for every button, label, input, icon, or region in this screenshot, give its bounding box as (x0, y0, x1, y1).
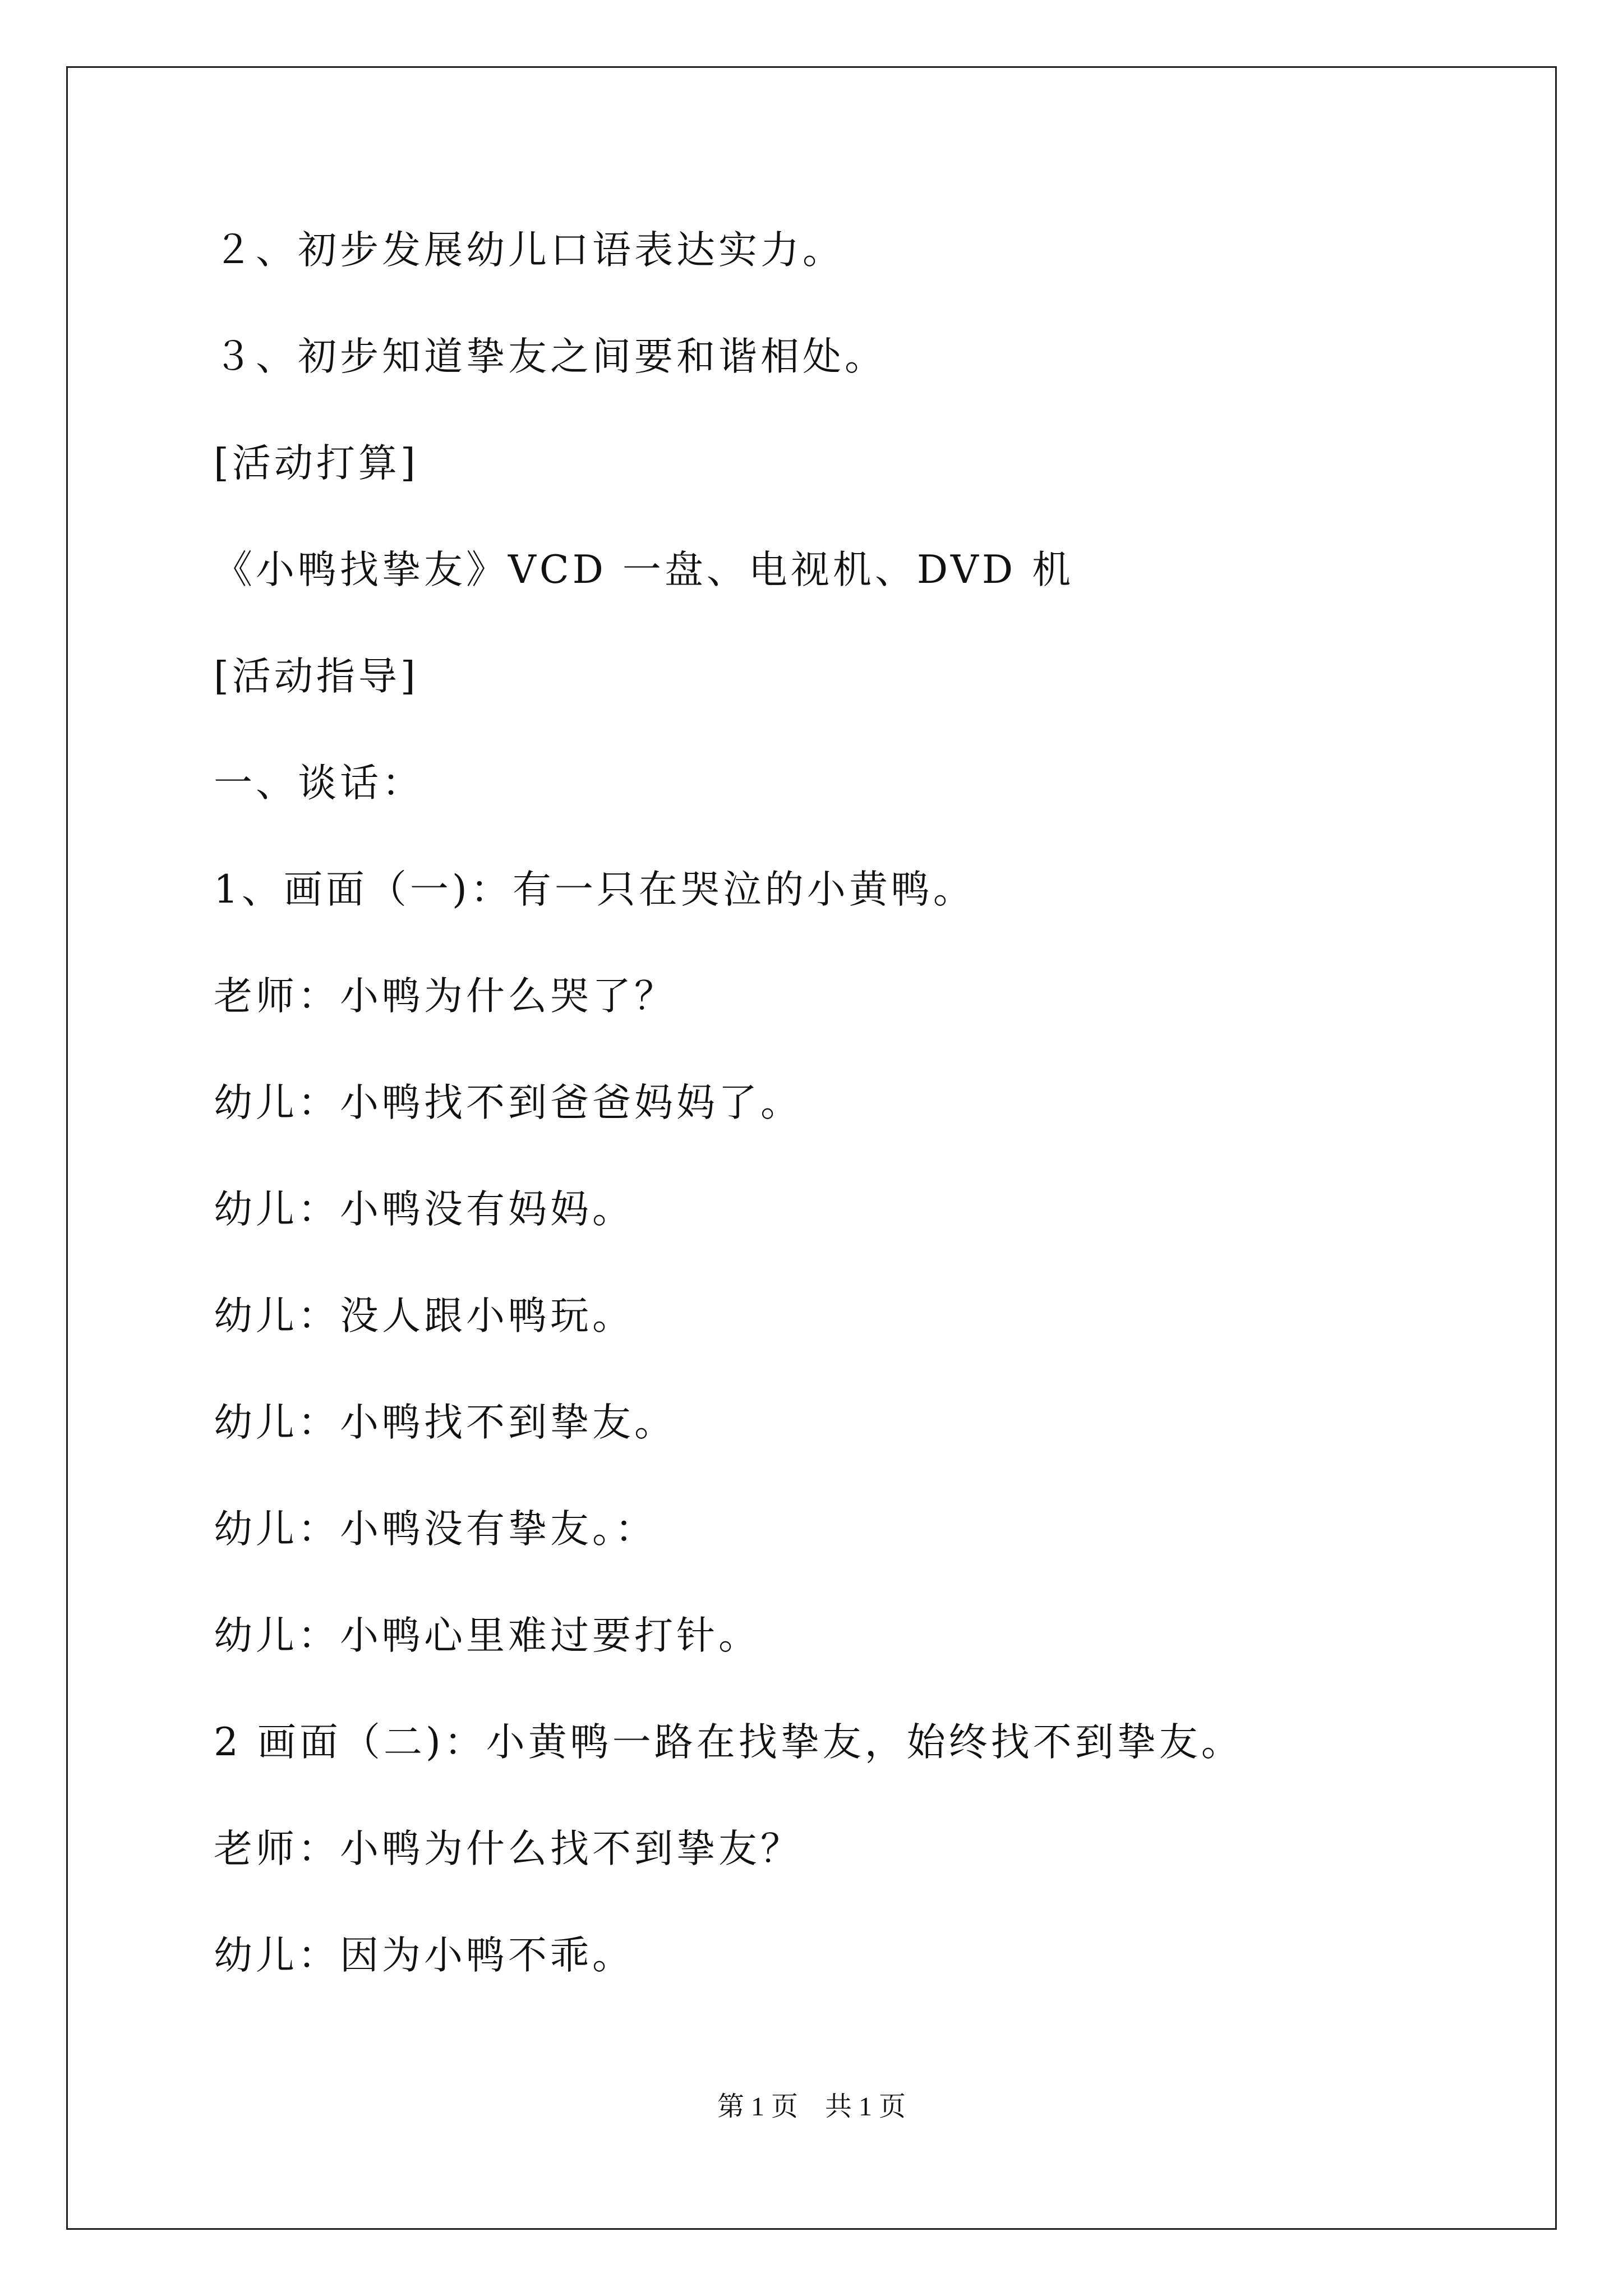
text-line-teacher-question-1: 老师：小鸭为什么哭了？ (214, 974, 676, 1019)
text-line-teacher-question-2: 老师：小鸭为什么找不到挚友？ (214, 1826, 803, 1871)
text-line-child-answer-4: 幼儿：小鸭找不到挚友。 (214, 1400, 676, 1445)
text-line-objective-2: ２、初步发展幼儿口语表达实力。 (214, 228, 845, 273)
text-line-child-answer-6: 幼儿：小鸭心里难过要打针。 (214, 1613, 760, 1658)
text-line-child-answer-7: 幼儿：因为小鸭不乖。 (214, 1933, 634, 1978)
page-footer: 第 1 页 共 1 页 (717, 2092, 906, 2122)
text-line-objective-3: ３、初步知道挚友之间要和谐相处。 (214, 334, 887, 379)
text-line-materials: 《小鸭找挚友》VCD 一盘、电视机、DVD 机 (214, 547, 1075, 592)
section-heading-preparation: [活动打算] (214, 441, 419, 486)
text-line-part-one: 一、谈话： (214, 761, 424, 806)
text-line-child-answer-5: 幼儿：小鸭没有挚友。： (214, 1507, 657, 1552)
section-heading-guidance: [活动指导] (214, 654, 419, 699)
text-line-child-answer-1: 幼儿：小鸭找不到爸爸妈妈了。 (214, 1080, 803, 1125)
text-line-scene-1: 1、画面（一)：有一只在哭泣的小黄鸭。 (214, 867, 975, 912)
text-line-scene-2: 2 画面（二)：小黄鸭一路在找挚友，始终找不到挚友。 (214, 1720, 1243, 1765)
text-line-child-answer-3: 幼儿：没人跟小鸭玩。 (214, 1294, 634, 1338)
text-line-child-answer-2: 幼儿：小鸭没有妈妈。 (214, 1187, 634, 1232)
